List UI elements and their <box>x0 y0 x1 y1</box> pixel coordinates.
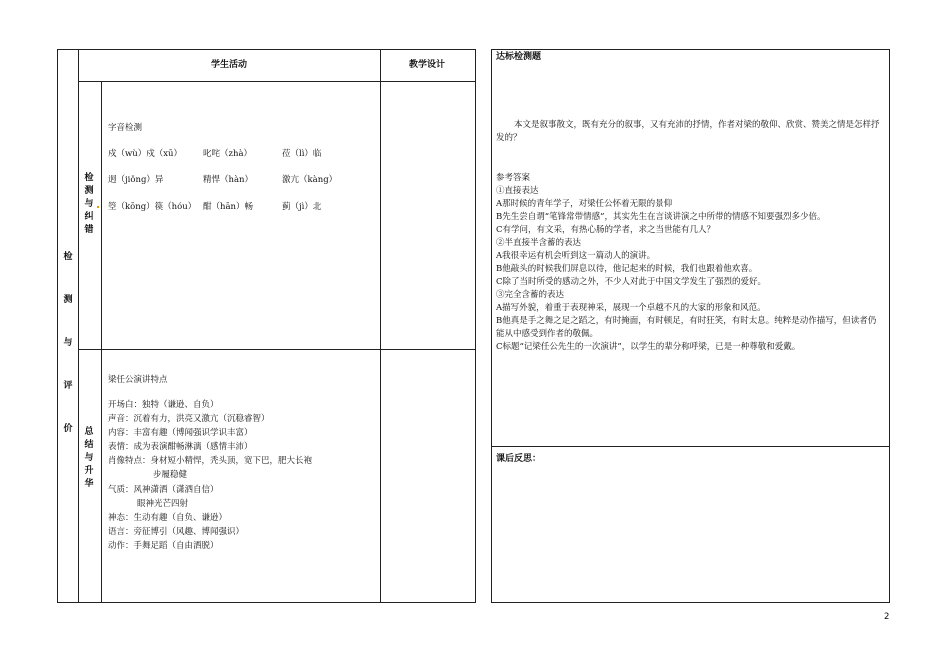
answer-line: A描写外貌，着重于表现神采，展现一个卓越不凡的大家的形象和风范。 <box>496 303 766 313</box>
answer-line: A我很幸运有机会听到这一篇动人的演讲。 <box>496 251 656 261</box>
answer-line: B先生尝自谓“笔锋常带情感”，其实先生在言谈讲演之中所带的情感不知要强烈多少倍。 <box>496 212 826 222</box>
feature-line: 内容：丰富有趣（博闻强识学识丰富） <box>108 428 253 438</box>
section1-label-char: 测 <box>84 186 94 196</box>
outer-label-char: 评 <box>63 381 73 391</box>
answer-line: A那时候的青年学子，对梁任公怀着无限的景仰 <box>496 199 673 209</box>
section2-vertical-label <box>82 426 96 491</box>
feature-line: 语言：旁征博引（风趣、博闻强识） <box>108 527 245 537</box>
answer-line: ③完全含蓄的表达 <box>496 290 565 300</box>
pinyin-cell: 戍（wù）戍（xū） <box>108 149 183 159</box>
feature-line: 动作：手舞足蹈（自由洒脱） <box>108 541 219 551</box>
outer-label-char: 价 <box>63 424 73 434</box>
left-outer-col2 <box>78 49 79 603</box>
page-number: 2 <box>884 612 890 622</box>
section1-label-char: 错 <box>84 225 94 235</box>
left-bottom-border <box>57 602 475 603</box>
pinyin-cell: 蓟（jì）北 <box>282 202 322 212</box>
section2-title: 梁任公演讲特点 <box>108 375 168 385</box>
answer-line: C有学问，有文采，有热心肠的学者，求之当世能有几人？ <box>496 225 716 235</box>
section1-label-char: 纠 <box>84 212 94 222</box>
left-outer-left <box>57 49 58 603</box>
left-outer-right <box>475 49 476 603</box>
orange-dot-marker <box>97 206 99 208</box>
section2-label-char: 与 <box>84 453 94 463</box>
right-left-border <box>491 49 492 603</box>
section2-label-char: 总 <box>84 427 94 437</box>
section2-label-char: 升 <box>84 466 94 476</box>
feature-line: 声音：沉着有力，洪亮又激亢（沉稳睿智） <box>108 414 270 424</box>
left-design-col <box>380 49 381 603</box>
outer-vertical-label <box>61 249 75 434</box>
answer-line: ①直接表达 <box>496 186 539 196</box>
header-student-activity: 学生活动 <box>211 60 248 70</box>
feature-line: 神态：生动有趣（自负、谦逊） <box>108 513 228 523</box>
right-right-border <box>889 49 890 603</box>
pinyin-cell: 酣（hān）畅 <box>203 202 254 212</box>
section2-label-char: 华 <box>84 479 94 489</box>
section1-label-char: 与 <box>84 199 94 209</box>
answer-line: ②半直接半含蓄的表达 <box>496 238 582 248</box>
feature-line: 眼神光芒四射 <box>137 499 189 509</box>
pinyin-cell: 精悍（hàn） <box>203 175 254 185</box>
pinyin-cell: 箜（kōng）篌（hóu） <box>108 202 197 212</box>
pinyin-cell: 莅（lì）临 <box>282 149 322 159</box>
pinyin-cell: 激亢（kàng） <box>282 175 338 185</box>
right-header: 达标检测题 <box>496 52 542 62</box>
section1-vertical-label <box>82 172 96 237</box>
section2-label-char: 结 <box>84 440 94 450</box>
feature-line: 表情：成为表演酣畅淋漓（感情丰沛） <box>108 442 253 452</box>
left-label-col <box>101 81 102 603</box>
left-top-border <box>57 49 475 50</box>
right-mid-border <box>491 446 890 447</box>
right-top-border <box>491 49 890 50</box>
question-text: 本文是叙事散文，既有充分的叙事，又有充沛的抒情，作者对梁的敬仰、欣赏、赞美之情是怎样抒发的？ <box>496 120 880 143</box>
answer-line: B他敲头的时候我们屏息以待，他记起来的时候，我们也跟着他欢喜。 <box>496 264 758 274</box>
pinyin-cell: 叱咤（zhà） <box>203 149 253 159</box>
feature-line: 步履稳健 <box>153 470 188 480</box>
right-bottom-border <box>491 602 890 603</box>
left-header-bottom <box>78 81 475 82</box>
outer-label-char: 测 <box>63 295 73 305</box>
header-teaching-design: 教学设计 <box>409 60 446 70</box>
section1-label-char: 检 <box>84 173 94 183</box>
outer-label-char: 检 <box>63 252 73 262</box>
answer-line: C除了当时所受的感动之外，不少人对此于中国文学发生了强烈的爱好。 <box>496 277 767 287</box>
feature-line: 开场白：独特（谦逊、自负） <box>108 400 219 410</box>
answer-title: 参考答案 <box>496 173 531 183</box>
left-mid-border <box>78 349 475 350</box>
section1-title: 字音检测 <box>108 123 143 133</box>
answer-line: B他真是手之舞之足之蹈之，有时掩面，有时顿足，有时狂笑，有时太息。纯粹是动作描写，但读者仍 <box>496 316 877 326</box>
feature-line: 肖像特点：身材短小精悍，秃头顶，宽下巴，肥大长袍 <box>108 456 313 466</box>
pinyin-cell: 迥（jiǒng）异 <box>108 175 164 185</box>
answer-line: 能从中感受到作者的敬佩。 <box>496 329 599 339</box>
answer-line: C标题“记梁任公先生的一次演讲”，以学生的辈分称呼梁，已是一种尊敬和爱戴。 <box>496 342 801 352</box>
feature-line: 气质：风神潇洒（潇洒自信） <box>108 485 219 495</box>
reflection-label: 课后反思： <box>496 454 542 464</box>
outer-label-char: 与 <box>63 338 73 348</box>
